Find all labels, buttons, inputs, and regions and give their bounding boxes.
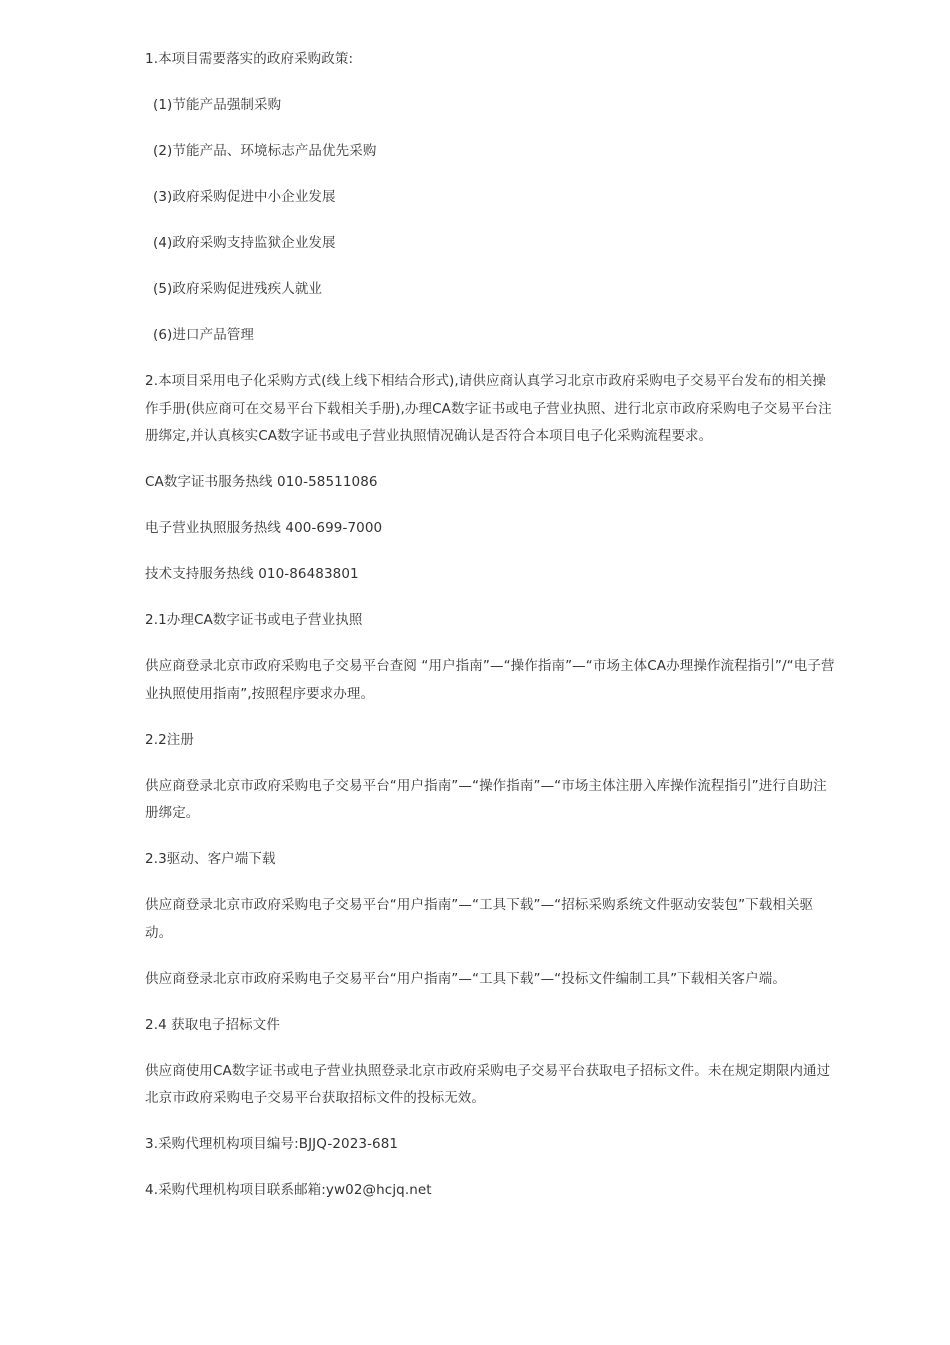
section-body-2-4: 供应商使用CA数字证书或电子营业执照登录北京市政府采购电子交易平台获取电子招标文件。未在规定期限内通过北京市政府采购电子交易平台获取招标文件的投标无效。	[145, 1062, 831, 1106]
section-heading-2-1: 2.1办理CA数字证书或电子营业执照	[145, 612, 363, 628]
policy-item: (5)政府采购促进残疾人就业	[153, 281, 323, 297]
section-heading-2-3: 2.3驱动、客户端下载	[145, 851, 276, 867]
section-body-2-3-driver: 供应商登录北京市政府采购电子交易平台“用户指南”—“工具下载”—“招标采购系统文件驱动安装包”下载相关驱动。	[145, 897, 814, 941]
document-body	[145, 46, 835, 1223]
policy-item: (6)进口产品管理	[153, 327, 255, 343]
project-number: 3.采购代理机构项目编号:BJJQ-2023-681	[145, 1136, 399, 1152]
section-body-2-1: 供应商登录北京市政府采购电子交易平台查阅 “用户指南”—“操作指南”—“市场主体CA办理操作流程指引”/“电子营业执照使用指南”,按照程序要求办理。	[145, 658, 835, 702]
policy-item: (2)节能产品、环境标志产品优先采购	[153, 143, 377, 159]
policy-item: (1)节能产品强制采购	[153, 97, 282, 113]
ca-hotline: CA数字证书服务热线 010-58511086	[145, 474, 378, 490]
section-body-2-3-client: 供应商登录北京市政府采购电子交易平台“用户指南”—“工具下载”—“投标文件编制工具”下载相关客户端。	[145, 970, 786, 987]
policy-item: (4)政府采购支持监狱企业发展	[153, 235, 336, 251]
project-email: 4.采购代理机构项目联系邮箱:yw02@hcjq.net	[145, 1182, 432, 1198]
section-heading-2-4: 2.4 获取电子招标文件	[145, 1016, 280, 1033]
license-hotline: 电子营业执照服务热线 400-699-7000	[145, 520, 383, 536]
policy-item: (3)政府采购促进中小企业发展	[153, 189, 336, 205]
electronic-procurement-paragraph: 2.本项目采用电子化采购方式(线上线下相结合形式),请供应商认真学习北京市政府采购电子交易平台发布的相关操作手册(供应商可在交易平台下载相关手册),办理CA数字证书或电子营业执照、进行北京市政府采购电子交易平台注册绑定,并认真核实CA数字证书或电子营业执照情况确认是否符合本项目电子化采购流程要求。	[145, 373, 832, 444]
section-heading-2-2: 2.2注册	[145, 731, 194, 748]
section-body-2-2: 供应商登录北京市政府采购电子交易平台“用户指南”—“操作指南”—“市场主体注册入库操作流程指引”进行自助注册绑定。	[145, 777, 827, 821]
policy-heading: 1.本项目需要落实的政府采购政策:	[145, 51, 354, 67]
tech-hotline: 技术支持服务热线 010-86483801	[145, 566, 359, 582]
